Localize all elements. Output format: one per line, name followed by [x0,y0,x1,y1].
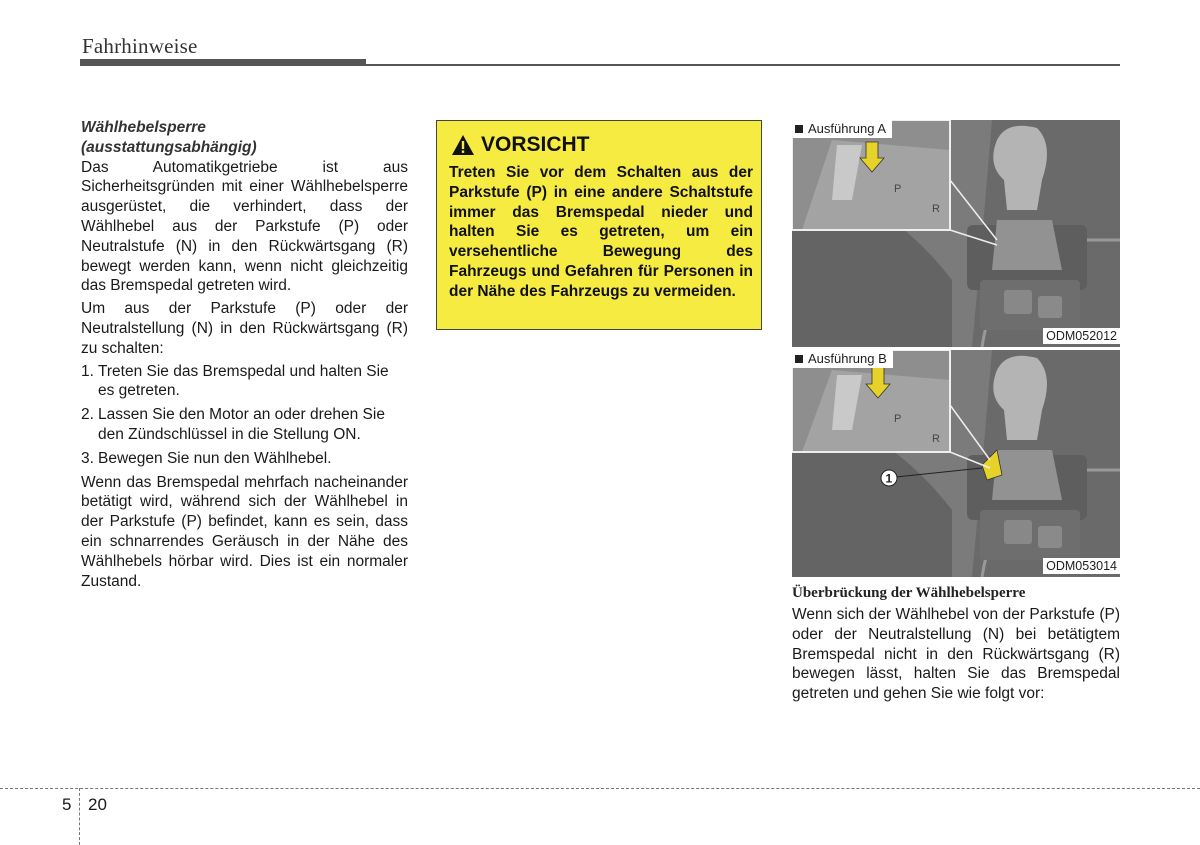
warning-title: VORSICHT [481,133,590,156]
callout-number: 1 [885,471,893,486]
step-number: 1. [81,362,94,380]
square-bullet-icon [795,125,803,133]
svg-text:P: P [894,413,902,425]
page-number: 20 [88,795,107,814]
gear-shift-illustration-a [792,120,1120,347]
figure-label-text: Ausführung A [808,121,887,136]
warning-triangle-icon [451,134,475,156]
step-text: Bewegen Sie nun den Wählhebel. [98,449,332,467]
steps-list [81,362,408,469]
override-heading: Überbrückung der Wählhebelsperre [792,585,1026,601]
figure-code-b: ODM053014 [1043,558,1120,574]
warning-header [451,133,590,157]
square-bullet-icon [795,355,803,363]
step-item [81,362,408,402]
chapter-number: 5 [62,795,72,814]
header-rule-thick [80,59,366,66]
figure-variant-a [792,120,1120,347]
page-header-title: Fahrhinweise [82,34,198,58]
step-item [81,405,408,445]
header-rule-thin [366,64,1120,66]
svg-text:R: R [932,433,940,445]
warning-text: Treten Sie vor dem Schalten aus der Parkstufe (P) in eine andere Schaltstufe immer das Bremspedal nieder und halten Sie es getreten, um ein versehentliche Bewegung des Fahrzeugs und Gefahren für Personen in der Nähe des Fahrzeugs zu vermeiden. [449,164,753,300]
warning-box [436,120,762,330]
section-heading-line2: (ausstattungsabhängig) [81,138,257,156]
step-number: 3. [81,449,94,467]
figure-label-text: Ausführung B [808,351,887,366]
step-text: Treten Sie das Bremspedal und halten Sie es getreten. [98,362,389,400]
figure-variant-b [792,350,1120,577]
footer-vertical-divider [79,788,80,845]
step-number: 2. [81,406,94,424]
figure-code-a: ODM052012 [1043,328,1120,344]
gear-shift-illustration-b [792,350,1120,577]
intro-paragraph: Das Automatikgetriebe ist aus Sicherheitsgründen mit einer Wählhebelsperre ausgerüstet, die verhindert, dass der Wählhebel aus der Parkstufe (P) oder Neutralstufe (N) in den Rückwärtsgang (R) bewegt werden kann, wenn nicht gleichzeitig das Bremspedal getreten wird. [81,158,408,295]
note-paragraph: Wenn das Bremspedal mehrfach nacheinander betätigt wird, während sich der Wählhebel in der Parkstufe (P) befindet, kann es sein, dass ein schnarrendes Geräusch in der Nähe des Wählhebels hörbar wird. Dies ist ein normaler Zustand. [81,473,408,590]
instruction-paragraph: Um aus der Parkstufe (P) oder der Neutralstellung (N) in den Rückwärtsgang (R) zu schalten: [81,300,408,357]
step-item [81,449,408,469]
footer-divider [0,788,1200,789]
figure-label-b [792,350,893,368]
svg-text:P: P [894,183,902,195]
figure-label-a [792,120,892,138]
right-column [792,585,1120,704]
override-paragraph: Wenn sich der Wählhebel von der Parkstufe (P) oder der Neutralstellung (N) bei betätigtem Bremspedal nicht in den Rückwärtsgang (R) bewegen lässt, halten Sie das Bremspedal getreten und gehen Sie wie folgt vor: [792,606,1120,703]
left-column [81,118,408,591]
step-text: Lassen Sie den Motor an oder drehen Sie den Zündschlüssel in die Stellung ON. [98,406,385,443]
section-heading-line1: Wählhebelsperre [81,119,206,136]
svg-text:R: R [932,203,940,215]
